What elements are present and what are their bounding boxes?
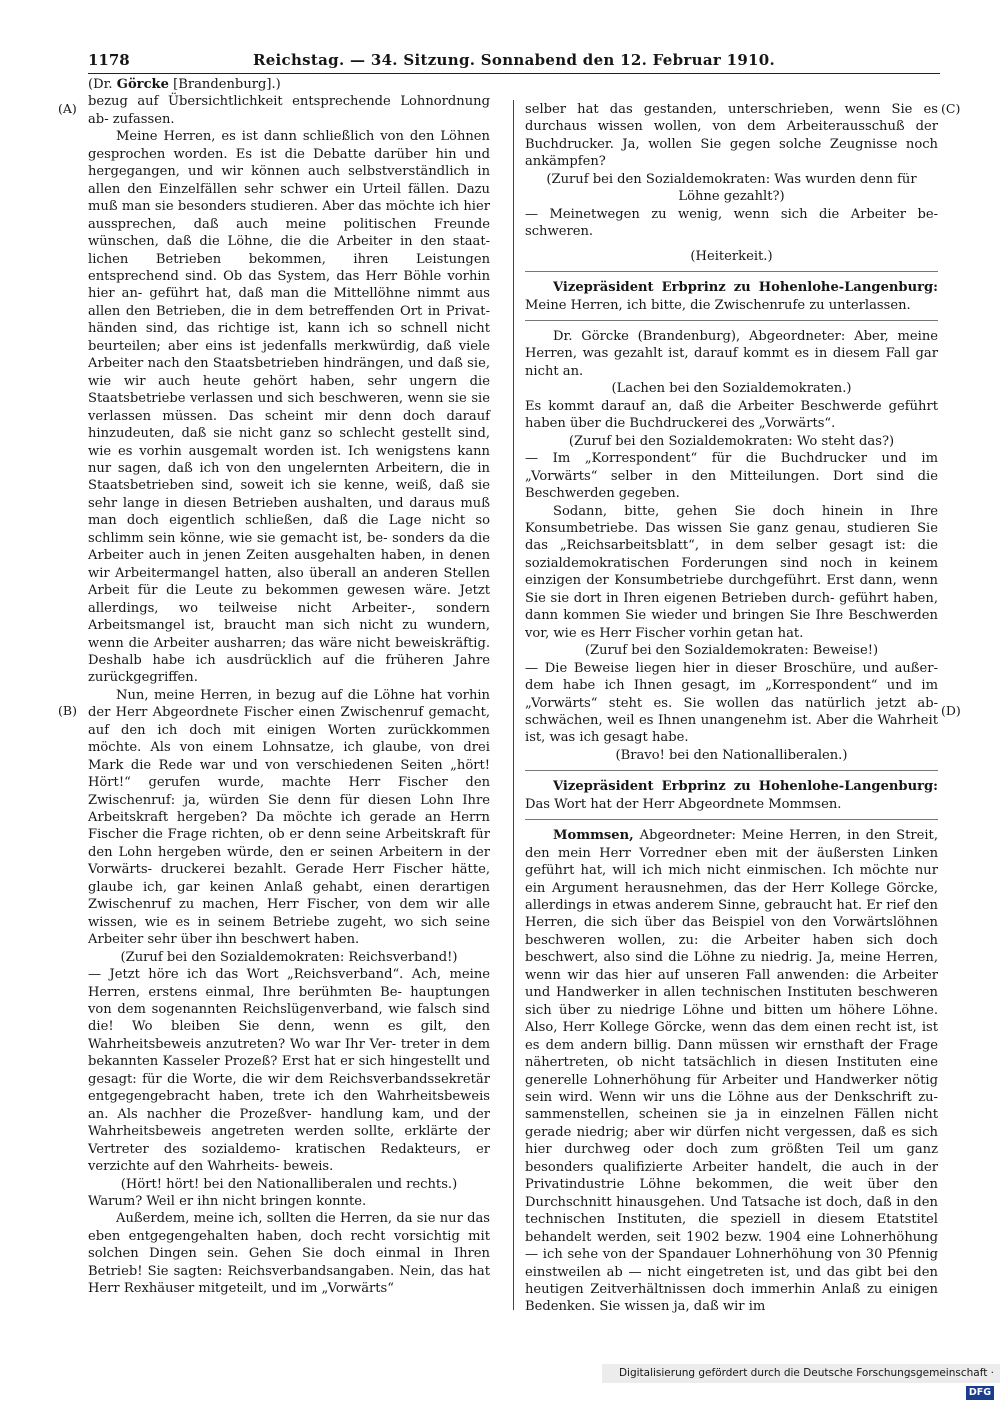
page-header: [88, 51, 940, 74]
margin-marker-c: (C): [941, 101, 961, 116]
interjection: (Zuruf bei den Sozialdemokraten: Beweise!): [584, 643, 879, 659]
running-head: Reichstag. — 34. Sitzung. Sonnabend den 12. Februar 1910.: [252, 51, 776, 69]
column-divider: [513, 100, 514, 1310]
interjection: (Bravo! bei den Nationalliberalen.): [615, 747, 848, 763]
interjection: (Heiterkeit.): [690, 248, 773, 264]
paragraph: Dr. Görcke (Brandenburg), Abgeordneter: Aber, meine Herren, was gezahlt ist, darauf kommt es in diesem Fall gar nicht an.: [525, 320, 938, 380]
interjection: (Zuruf bei den Sozialdemokraten: Wo steht das?): [568, 433, 895, 449]
speaker-name: Mommsen,: [553, 828, 634, 844]
speaker-name: Görcke: [116, 77, 169, 92]
speaker-note: [Brandenburg].): [173, 77, 281, 92]
paragraph: Außerdem, meine ich, sollten die Herren, da sie nur das eben entgegengehalten haben, doch recht vorsichtig mit solchen Dingen sein. Gehen Sie doch einmal in Ihren Betrieb! Sie sagten: Reichsverbandsangaben. Nein, das hat Herr Rexhäuser mitgeteilt, und im „Vorwärts“: [88, 1211, 490, 1297]
paragraph: Sodann, bitte, gehen Sie doch hinein in Ihre Konsumbetriebe. Das wissen Sie ganz genau, studieren Sie das „Reichsarbeitsblatt“, in dem selber gesagt ist: die sozialdemokratischen Forderungen sind noch in keinem einzigen der Konsumbetriebe durchgeführt. Erst dann, wenn Sie sie dort in Ihren eigenen Betrieben durch- geführt haben, dann kommen Sie wieder und bringen Sie Ihre Beschwerden vor, wie es Herr Fischer vorhin getan hat.: [525, 503, 938, 641]
speech-text: Abgeordneter: Meine Herren, in den Streit, den mein Herr Vorredner eben mit der äußersten Linken geführt hat, will ich mich nicht einmischen. Ich möchte nur ein Argument herausnehmen, das der Herr Kollege Görcke, allerdings in etwas anderem Sinne, gebraucht hat. Er rief den Herren, die sich über das Beispiel von den Vorwärtslöhnen beschweren wollen, zu: die Arbeiter haben sich doch beschwert, also sind die Löhne zu niedrig. Ja, meine Herren, wenn wir das hier auf unseren Fall anwenden: die Arbeiter und Handwerker in allen technischen Instituten beschweren sich über zu niedrige Löhne und bitten um höhere Löhne. Also, Herr Kollege Görcke, wenn das dem einen recht ist, ist es dem andern billig. Dann müssen wir ernsthaft der Frage nähertreten, ob nicht tatsächlich in diesen Instituten eine generelle Lohnerhöhung für Arbeiter und Handwerker nötig sein wird. Wenn wir uns die Löhne aus der Denkschrift zu- sammenstellen, scheinen sie ja in einzelnen Fällen nicht gerade niedrig; aber wir dürfen nicht vergessen, daß es sich hier durchweg oder doch zum größten Teil um ganz besonders qualifizierte Arbeiter handelt, die auch in der Privatindustrie Löhne bekommen, die weit über den Durchschnitt hinausgehen. Und Tatsache ist doch, daß in den technischen Instituten, die speziell in diesem Etatstitel behandelt werden, seit 1902 bezw. 1904 eine Lohnerhöhung — ich sehe von der Spandauer Lohnerhöhung von 30 Pfennig einstweilen ab — nicht eingetreten ist, und das gibt bei den heutigen Zeitverhältnissen doch immerhin Anlaß zu einigen Bedenken. Sie wissen ja, daß wir im: [525, 828, 938, 1315]
left-column: [88, 76, 490, 1298]
margin-marker-a: (A): [58, 101, 77, 116]
digitization-note: Digitalisierung gefördert durch die Deutsche Forschungsgemeinschaft ·: [618, 1367, 994, 1379]
vice-president-statement: [525, 770, 938, 813]
paragraph: selber hat das gestanden, unterschrieben, wenn Sie es durchaus wissen wollen, von dem Arbeiterausschuß der Buchdrucker. Ja, wollen Sie gegen solche Zeugnisse noch ankämpfen?: [525, 102, 938, 170]
paragraph: — Jetzt höre ich das Wort „Reichsverband“. Ach, meine Herren, erstens einmal, Ihre berühmten Be- hauptungen von dem sogenannten Reichslügenverband, wie falsch sind die! Wo bleiben Sie denn, wenn es gilt, den Wahrheitsbeweis anzutreten? Wo war Ihr Ver- treter in dem bekannten Kasseler Prozeß? Erst hat er sich hingestellt und gesagt: für die Worte, die wir dem Reichsverbandssekretär entgegengebracht haben, trete ich den Wahrheitsbeweis an. Als nachher die Prozeßver- handlung kam, und der Wahrheitsbeweis angetreten werden sollte, erklärte der Vertreter des sozialdemo- kratischen Redakteurs, er verzichte auf den Wahrheits- beweis.: [88, 967, 490, 1175]
interjection: (Hört! hört! bei den Nationalliberalen und rechts.): [120, 1176, 458, 1192]
speaker-prefix: (Dr.: [88, 77, 117, 92]
paragraph: — Meinetwegen zu wenig, wenn sich die Arbeiter be- schweren.: [525, 206, 938, 240]
statement-text: Meine Herren, ich bitte, die Zwischenrufe zu unterlassen.: [525, 297, 911, 313]
digitization-footer: [602, 1364, 1000, 1398]
margin-marker-d: (D): [941, 703, 961, 718]
dfg-logo: DFG: [966, 1386, 994, 1400]
page-number: 1178: [88, 51, 130, 69]
paragraph: Nun, meine Herren, in bezug auf die Löhne hat vorhin der Herr Abgeordnete Fischer einen Zwischenruf gemacht, auf den ich doch mit einigen Worten zurückkommen möchte. Als von einem Lohnsatze, ich glaube, von drei Mark die Rede war und von verschiedenen Seiten „hört! Hört!“ gerufen wurde, machte Herr Fischer den Zwischenruf: ja, würden Sie denn für diesen Lohn Ihre Arbeitskraft hergeben? Da möchte ich gerade an Herrn Fischer die Frage richten, ob er denn seine Arbeitskraft für den Lohn hergeben würde, den er seinen Arbeitern in der Vorwärts- druckerei bezahlt. Gerade Herr Fischer hätte, glaube ich, gar keinen Anlaß gehabt, einen derartigen Zwischenruf zu machen, Herr Fischer, von dem wir alle wissen, wie es in seinem Betriebe zugeht, wo sich seine Arbeiter sehr über ihn beschwert haben.: [88, 687, 490, 948]
paragraph: Warum? Weil er ihn nicht bringen konnte.: [88, 1194, 367, 1209]
paragraph: bezug auf Übersichtlichkeit entsprechende Lohnordnung ab- zufassen.: [88, 94, 490, 127]
paragraph: — Die Beweise liegen hier in dieser Broschüre, und außer- dem habe ich Ihnen gesagt, im „Korrespondent“ und im „Vorwärts“ steht es. Sie wollen das natürlich jetzt ab- schwächen, weil es Ihnen unangenehm ist. Aber die Wahrheit ist, was ich gesagt habe.: [525, 660, 938, 746]
speaker-line: [88, 76, 490, 93]
vice-president-statement: [525, 271, 938, 314]
right-column: [525, 101, 938, 1316]
interjection: (Zuruf bei den Sozialdemokraten: Was wurden denn für Löhne gezahlt?): [546, 171, 917, 205]
paragraph: — Im „Korrespondent“ für die Buchdrucker und im „Vorwärts“ selber in den Mitteilungen. Dort sind die Beschwerden gegeben.: [525, 451, 938, 502]
interjection: (Zuruf bei den Sozialdemokraten: Reichsverband!): [120, 949, 458, 965]
speech-mommsen: [525, 819, 938, 1316]
speaker-name: Vizepräsident Erbprinz zu Hohenlohe-Langenburg:: [553, 779, 938, 795]
interjection: (Lachen bei den Sozialdemokraten.): [611, 381, 852, 397]
margin-marker-b: (B): [58, 703, 77, 718]
speaker-name: Vizepräsident Erbprinz zu Hohenlohe-Langenburg:: [553, 280, 938, 296]
paragraph: Es kommt darauf an, daß die Arbeiter Beschwerde geführt haben über die Buchdruckerei des „Vorwärts“.: [525, 398, 938, 432]
paragraph: Meine Herren, es ist dann schließlich von den Löhnen gesprochen worden. Es ist die Debatte darüber hin und hergegangen, und wir können auch selbstverständlich in allen den Einzelfällen sehr schwer ein Urteil fällen. Dazu muß man sie besonders studieren. Aber das möchte ich hier aussprechen, daß auch meine politischen Freunde wünschen, daß die Löhne, die die Arbeiter in den staat- lichen Betrieben bekommen, ihren Leistungen entsprechend sind. Ob das System, das Herr Böhle vorhin hier an- geführt hat, daß man die Mittellöhne nimmt aus allen den Betrieben, die in dem betreffenden Ort in Privat- händen sind, das richtige ist, kann ich so schnell nicht beurteilen; aber eins ist jedenfalls merkwürdig, daß viele Arbeiter nach den Staatsbetrieben hindrängen, und daß sie, wie wir auch heute gehört haben, sehr ungern die Staatsbetriebe verlassen und sich beschweren, wenn sie sie verlassen müssen. Das scheint mir denn doch darauf hinzudeuten, daß sie nicht ganz so schlecht gestellt sind, wie es vorhin ausgemalt worden ist. Ich wenigstens kann nur sagen, daß ich von den ungelernten Arbeitern, die in Staatsbetrieben sind, soweit ich sie kenne, weiß, daß sie sehr lange in diesen Betrieben aushalten, und daraus muß man doch eigentlich schließen, daß die Lage nicht so schlimm sein könne, wie sie gemacht ist, be- sonders da die Arbeiter auch in jenen Zeiten ausgehalten haben, in denen wir Arbeitermangel hatten, also überall an anderen Stellen Arbeit für die Leute zu bekommen gewesen wäre. Jetzt allerdings, wo teilweise nicht Arbeiter-, sondern Arbeitsmangel ist, braucht man sich nicht zu wundern, wenn die Arbeiter ausharren; das wäre nicht beweiskräftig. Deshalb habe ich ausdrücklich auf die früheren Jahre zurückgegriffen.: [88, 129, 490, 686]
statement-text: Das Wort hat der Herr Abgeordnete Mommsen.: [525, 796, 842, 812]
